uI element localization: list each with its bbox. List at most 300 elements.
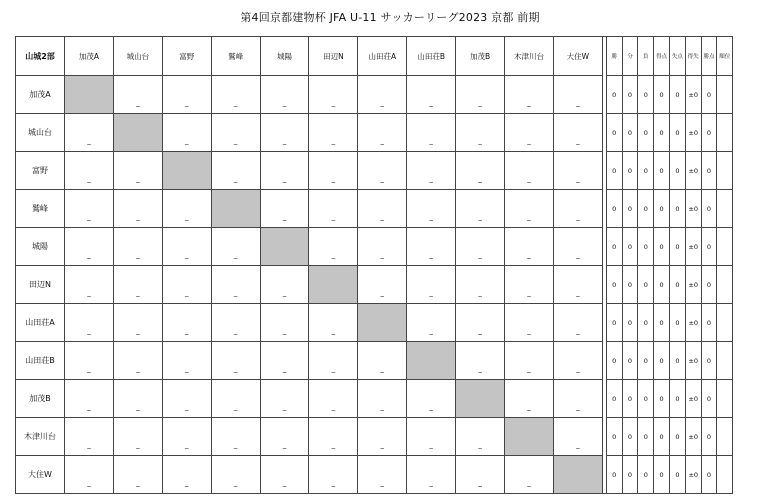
column-header-team: 山田荘A (358, 37, 407, 76)
match-result-cell (113, 76, 162, 114)
match-result-placeholder: _ (87, 137, 91, 145)
match-result-placeholder: _ (136, 289, 140, 297)
match-result-cell (505, 114, 554, 152)
match-result-cell (407, 114, 456, 152)
match-result-placeholder: _ (478, 213, 482, 221)
match-result-placeholder: _ (576, 289, 580, 297)
stat-column-header: 得失 (685, 37, 701, 76)
stat-points: 0 (701, 266, 717, 304)
match-result-placeholder: _ (331, 441, 336, 449)
match-result-cell (505, 76, 554, 114)
match-result-placeholder: _ (331, 99, 336, 107)
column-header-team: 木津川台 (505, 37, 554, 76)
match-result-placeholder: _ (429, 441, 433, 449)
match-result-cell (358, 456, 407, 494)
match-result-placeholder: _ (136, 365, 140, 373)
stat-points: 0 (701, 190, 717, 228)
stat-rank (717, 190, 733, 228)
stat-goal-diff: ±0 (685, 342, 701, 380)
stat-points: 0 (701, 114, 717, 152)
stat-draw: 0 (622, 190, 638, 228)
match-result-placeholder: _ (282, 327, 287, 335)
self-match-cell (113, 114, 162, 152)
match-result-cell (358, 266, 407, 304)
match-result-cell (505, 266, 554, 304)
match-result-cell (113, 418, 162, 456)
match-result-placeholder: _ (184, 251, 189, 259)
league-table (15, 36, 733, 494)
column-header-team: 加茂A (65, 37, 114, 76)
match-result-placeholder: _ (233, 403, 238, 411)
match-result-placeholder: _ (87, 479, 91, 487)
stat-points: 0 (701, 418, 717, 456)
stat-goal-diff: ±0 (685, 152, 701, 190)
match-result-placeholder: _ (576, 327, 580, 335)
match-result-placeholder: _ (87, 289, 91, 297)
stat-draw: 0 (622, 266, 638, 304)
stat-rank (717, 152, 733, 190)
table-row (16, 380, 733, 418)
stat-goal-diff: ±0 (685, 76, 701, 114)
match-result-placeholder: _ (136, 251, 140, 259)
column-header-team: 富野 (162, 37, 211, 76)
match-result-placeholder: _ (136, 403, 140, 411)
table-row (16, 228, 733, 266)
stat-goals-for: 0 (654, 152, 670, 190)
match-result-cell (358, 380, 407, 418)
match-result-cell (309, 152, 358, 190)
match-result-cell (65, 342, 114, 380)
match-result-placeholder: _ (136, 175, 140, 183)
stat-goals-against: 0 (669, 266, 685, 304)
match-result-cell (162, 418, 211, 456)
match-result-placeholder: _ (233, 251, 238, 259)
match-result-cell (407, 418, 456, 456)
match-result-placeholder: _ (136, 441, 140, 449)
row-header-team: 加茂B (16, 380, 65, 418)
match-result-placeholder: _ (233, 175, 238, 183)
match-result-placeholder: _ (184, 403, 189, 411)
match-result-cell (162, 266, 211, 304)
match-result-placeholder: _ (478, 327, 482, 335)
row-header-team: 山田荘B (16, 342, 65, 380)
match-result-placeholder: _ (282, 99, 287, 107)
match-result-placeholder: _ (233, 137, 238, 145)
stat-win: 0 (606, 342, 622, 380)
stat-win: 0 (606, 76, 622, 114)
table-row (16, 304, 733, 342)
match-result-cell (358, 114, 407, 152)
match-result-placeholder: _ (331, 175, 336, 183)
stat-goals-against: 0 (669, 342, 685, 380)
match-result-placeholder: _ (184, 365, 189, 373)
match-result-cell (65, 190, 114, 228)
match-result-placeholder: _ (282, 289, 287, 297)
stat-goal-diff: ±0 (685, 228, 701, 266)
self-match-cell (358, 304, 407, 342)
match-result-cell (309, 76, 358, 114)
match-result-cell (211, 76, 260, 114)
match-result-placeholder: _ (233, 327, 238, 335)
stat-points: 0 (701, 152, 717, 190)
match-result-cell (505, 342, 554, 380)
stat-win: 0 (606, 418, 622, 456)
match-result-cell (309, 418, 358, 456)
stat-points: 0 (701, 76, 717, 114)
stat-loss: 0 (638, 380, 654, 418)
stat-column-header: 得点 (654, 37, 670, 76)
match-result-placeholder: _ (576, 365, 580, 373)
stat-goals-against: 0 (669, 114, 685, 152)
match-result-cell (358, 190, 407, 228)
match-result-cell (260, 342, 309, 380)
match-result-cell (456, 190, 505, 228)
match-result-cell (309, 190, 358, 228)
column-header-team: 加茂B (456, 37, 505, 76)
row-header-team: 城陽 (16, 228, 65, 266)
header-row (16, 37, 733, 76)
match-result-cell (309, 342, 358, 380)
stat-column-header: 勝 (606, 37, 622, 76)
match-result-placeholder: _ (576, 213, 580, 221)
match-result-placeholder: _ (527, 175, 531, 183)
match-result-cell (505, 228, 554, 266)
match-result-placeholder: _ (527, 213, 531, 221)
stat-draw: 0 (622, 228, 638, 266)
match-result-cell (407, 304, 456, 342)
match-result-cell (260, 418, 309, 456)
match-result-placeholder: _ (331, 137, 336, 145)
match-result-placeholder: _ (331, 327, 336, 335)
match-result-cell (113, 304, 162, 342)
stat-goals-for: 0 (654, 456, 670, 494)
match-result-placeholder: _ (331, 403, 336, 411)
column-header-team: 山田荘B (407, 37, 456, 76)
stat-loss: 0 (638, 228, 654, 266)
match-result-placeholder: _ (576, 403, 580, 411)
stat-points: 0 (701, 456, 717, 494)
match-result-placeholder: _ (282, 137, 287, 145)
match-result-placeholder: _ (331, 251, 336, 259)
stat-win: 0 (606, 190, 622, 228)
match-result-cell (309, 304, 358, 342)
match-result-placeholder: _ (380, 99, 385, 107)
league-label: 山城2部 (16, 37, 65, 76)
table-row (16, 456, 733, 494)
self-match-cell (407, 342, 456, 380)
match-result-cell (65, 456, 114, 494)
match-result-placeholder: _ (380, 289, 385, 297)
match-result-cell (456, 266, 505, 304)
match-result-placeholder: _ (380, 479, 385, 487)
row-header-team: 山田荘A (16, 304, 65, 342)
match-result-cell (456, 304, 505, 342)
stat-goals-for: 0 (654, 342, 670, 380)
match-result-cell (407, 190, 456, 228)
match-result-placeholder: _ (233, 365, 238, 373)
match-result-cell (113, 228, 162, 266)
match-result-cell (211, 342, 260, 380)
match-result-cell (113, 266, 162, 304)
match-result-cell (65, 266, 114, 304)
stat-win: 0 (606, 228, 622, 266)
match-result-cell (553, 380, 602, 418)
match-result-placeholder: _ (184, 99, 189, 107)
stat-draw: 0 (622, 304, 638, 342)
match-result-placeholder: _ (429, 99, 433, 107)
match-result-cell (65, 152, 114, 190)
stat-rank (717, 266, 733, 304)
stat-goal-diff: ±0 (685, 380, 701, 418)
match-result-cell (211, 304, 260, 342)
match-result-placeholder: _ (380, 441, 385, 449)
stat-draw: 0 (622, 380, 638, 418)
match-result-placeholder: _ (233, 99, 238, 107)
stat-rank (717, 228, 733, 266)
match-result-placeholder: _ (380, 251, 385, 259)
stat-loss: 0 (638, 114, 654, 152)
match-result-cell (260, 304, 309, 342)
match-result-placeholder: _ (429, 403, 433, 411)
match-result-placeholder: _ (429, 213, 433, 221)
match-result-cell (553, 228, 602, 266)
match-result-cell (162, 456, 211, 494)
match-result-placeholder: _ (478, 99, 482, 107)
row-header-team: 加茂A (16, 76, 65, 114)
match-result-cell (260, 380, 309, 418)
row-header-team: 富野 (16, 152, 65, 190)
stat-points: 0 (701, 228, 717, 266)
match-result-placeholder: _ (87, 175, 91, 183)
stat-win: 0 (606, 152, 622, 190)
match-result-placeholder: _ (429, 137, 433, 145)
match-result-placeholder: _ (233, 441, 238, 449)
self-match-cell (456, 380, 505, 418)
match-result-cell (260, 76, 309, 114)
match-result-cell (162, 114, 211, 152)
match-result-cell (162, 380, 211, 418)
match-result-cell (505, 152, 554, 190)
match-result-cell (456, 342, 505, 380)
match-result-cell (456, 76, 505, 114)
match-result-cell (260, 266, 309, 304)
stat-points: 0 (701, 304, 717, 342)
match-result-placeholder: _ (87, 365, 91, 373)
match-result-cell (407, 266, 456, 304)
match-result-placeholder: _ (87, 403, 91, 411)
match-result-cell (162, 228, 211, 266)
column-header-team: 城陽 (260, 37, 309, 76)
stat-goal-diff: ±0 (685, 266, 701, 304)
stat-rank (717, 380, 733, 418)
match-result-cell (260, 456, 309, 494)
match-result-cell (211, 228, 260, 266)
match-result-cell (456, 418, 505, 456)
stat-goals-for: 0 (654, 114, 670, 152)
self-match-cell (309, 266, 358, 304)
match-result-cell (456, 152, 505, 190)
match-result-placeholder: _ (478, 289, 482, 297)
match-result-cell (211, 114, 260, 152)
match-result-placeholder: _ (184, 289, 189, 297)
match-result-cell (162, 76, 211, 114)
stat-goals-for: 0 (654, 190, 670, 228)
match-result-placeholder: _ (478, 365, 482, 373)
match-result-cell (162, 190, 211, 228)
match-result-cell (407, 152, 456, 190)
match-result-cell (456, 456, 505, 494)
match-result-cell (113, 190, 162, 228)
match-result-cell (553, 266, 602, 304)
stat-column-header: 順位 (717, 37, 733, 76)
stat-rank (717, 418, 733, 456)
match-result-cell (65, 380, 114, 418)
stat-loss: 0 (638, 304, 654, 342)
match-result-placeholder: _ (380, 137, 385, 145)
match-result-placeholder: _ (429, 175, 433, 183)
self-match-cell (211, 190, 260, 228)
stat-rank (717, 304, 733, 342)
match-result-placeholder: _ (87, 327, 91, 335)
table-row (16, 190, 733, 228)
match-result-placeholder: _ (429, 289, 433, 297)
table-row (16, 76, 733, 114)
match-result-placeholder: _ (87, 213, 91, 221)
stat-draw: 0 (622, 114, 638, 152)
match-result-placeholder: _ (282, 175, 287, 183)
match-result-placeholder: _ (233, 289, 238, 297)
match-result-cell (65, 304, 114, 342)
match-result-cell (309, 228, 358, 266)
stat-goal-diff: ±0 (685, 456, 701, 494)
match-result-cell (211, 456, 260, 494)
match-result-placeholder: _ (380, 213, 385, 221)
match-result-placeholder: _ (527, 479, 531, 487)
match-result-placeholder: _ (184, 213, 189, 221)
match-result-placeholder: _ (331, 365, 336, 373)
match-result-placeholder: _ (233, 479, 238, 487)
match-result-cell (211, 266, 260, 304)
match-result-cell (456, 114, 505, 152)
match-result-cell (113, 456, 162, 494)
stat-loss: 0 (638, 76, 654, 114)
stat-goals-against: 0 (669, 190, 685, 228)
match-result-placeholder: _ (282, 479, 287, 487)
stat-goals-against: 0 (669, 456, 685, 494)
match-result-cell (407, 76, 456, 114)
stat-rank (717, 342, 733, 380)
stat-loss: 0 (638, 190, 654, 228)
stat-win: 0 (606, 266, 622, 304)
match-result-placeholder: _ (527, 137, 531, 145)
match-result-cell (260, 114, 309, 152)
table-row (16, 342, 733, 380)
match-result-placeholder: _ (478, 479, 482, 487)
stat-goals-against: 0 (669, 76, 685, 114)
match-result-placeholder: _ (527, 403, 531, 411)
self-match-cell (260, 228, 309, 266)
match-result-cell (358, 342, 407, 380)
match-result-placeholder: _ (282, 441, 287, 449)
table-row (16, 152, 733, 190)
stat-goals-against: 0 (669, 304, 685, 342)
stat-goals-against: 0 (669, 228, 685, 266)
stat-win: 0 (606, 380, 622, 418)
stat-goal-diff: ±0 (685, 114, 701, 152)
match-result-cell (113, 152, 162, 190)
stat-goal-diff: ±0 (685, 418, 701, 456)
match-result-cell (309, 380, 358, 418)
stat-column-header: 勝点 (701, 37, 717, 76)
match-result-placeholder: _ (184, 327, 189, 335)
stat-loss: 0 (638, 418, 654, 456)
match-result-cell (260, 152, 309, 190)
match-result-cell (65, 418, 114, 456)
stat-points: 0 (701, 380, 717, 418)
stat-goals-against: 0 (669, 380, 685, 418)
stat-rank (717, 114, 733, 152)
row-header-team: 田辺N (16, 266, 65, 304)
stat-draw: 0 (622, 152, 638, 190)
match-result-placeholder: _ (87, 251, 91, 259)
match-result-cell (407, 228, 456, 266)
stat-goals-for: 0 (654, 380, 670, 418)
match-result-placeholder: _ (136, 327, 140, 335)
match-result-placeholder: _ (331, 479, 336, 487)
match-result-cell (65, 228, 114, 266)
self-match-cell (553, 456, 602, 494)
match-result-placeholder: _ (478, 251, 482, 259)
match-result-placeholder: _ (282, 213, 287, 221)
match-result-placeholder: _ (576, 441, 580, 449)
self-match-cell (505, 418, 554, 456)
column-header-team: 鷲峰 (211, 37, 260, 76)
match-result-cell (505, 380, 554, 418)
match-result-cell (162, 304, 211, 342)
match-result-placeholder: _ (478, 441, 482, 449)
match-result-placeholder: _ (478, 137, 482, 145)
match-result-cell (505, 456, 554, 494)
match-result-placeholder: _ (136, 213, 140, 221)
stat-goals-against: 0 (669, 152, 685, 190)
match-result-placeholder: _ (527, 289, 531, 297)
match-result-placeholder: _ (429, 251, 433, 259)
match-result-cell (505, 304, 554, 342)
match-result-placeholder: _ (478, 175, 482, 183)
stat-draw: 0 (622, 342, 638, 380)
table-row (16, 114, 733, 152)
match-result-cell (309, 114, 358, 152)
match-result-placeholder: _ (184, 137, 189, 145)
stat-column-header: 分 (622, 37, 638, 76)
stat-draw: 0 (622, 456, 638, 494)
column-header-team: 大住W (553, 37, 602, 76)
match-result-placeholder: _ (576, 99, 580, 107)
match-result-placeholder: _ (87, 441, 91, 449)
match-result-placeholder: _ (527, 99, 531, 107)
match-result-placeholder: _ (429, 479, 433, 487)
match-result-cell (211, 152, 260, 190)
match-result-placeholder: _ (429, 327, 433, 335)
match-result-cell (211, 380, 260, 418)
stat-points: 0 (701, 342, 717, 380)
stat-rank (717, 76, 733, 114)
match-result-cell (358, 228, 407, 266)
match-result-cell (309, 456, 358, 494)
match-result-placeholder: _ (380, 365, 385, 373)
stat-goal-diff: ±0 (685, 304, 701, 342)
stat-loss: 0 (638, 266, 654, 304)
